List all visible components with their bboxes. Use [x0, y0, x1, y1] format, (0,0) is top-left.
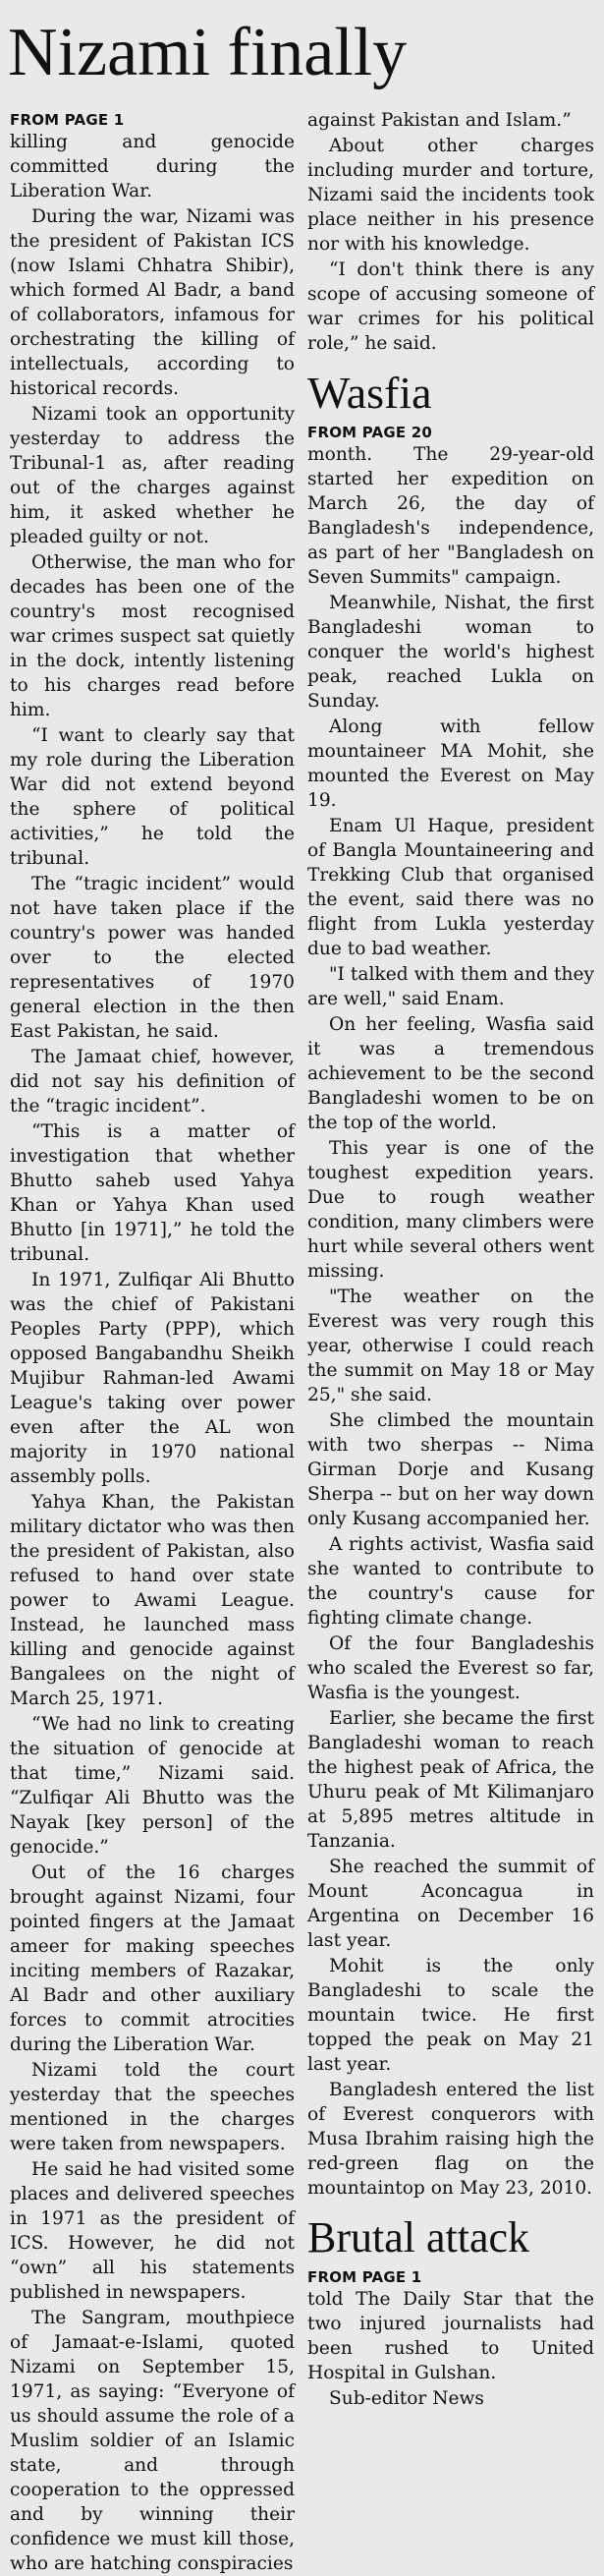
- story-paragraph: Yahya Khan, the Pakistan military dictator who was then the president of Pakistan, also refused to hand over state power to Awami League. Instead, he launched mass killing and genocide against Bangalees on the night of March 25, 1971.: [10, 1492, 295, 1709]
- right-column: [307, 108, 594, 2576]
- story-paragraph: Earlier, she became the first Bangladeshi woman to reach the highest peak of Africa, the Uhuru peak of Mt Kilimanjaro at 5,895 metres altitude in Tanzania.: [307, 1708, 594, 1852]
- story-paragraph: “I don't think there is any scope of accusing someone of war crimes for his political role,” he said.: [307, 259, 594, 354]
- story-paragraph: This year is one of the toughest expedition years. Due to rough weather condition, many climbers were hurt while several others went missing.: [307, 1138, 594, 1282]
- story-paragraph: Of the four Bangladeshis who scaled the Everest so far, Wasfia is the youngest.: [307, 1633, 594, 1703]
- story-paragraph: On her feeling, Wasfia said it was a tremendous achievement to be the second Bangladeshi women to be on the top of the world.: [307, 1014, 594, 1133]
- story-paragraph: About other charges including murder and torture, Nizami said the incidents took place neither in his presence nor with his knowledge.: [307, 136, 594, 255]
- story-paragraph: “I want to clearly say that my role during the Liberation War did not extend beyond the sphere of political activities,” he told the tribunal.: [10, 725, 295, 869]
- story-paragraph: Otherwise, the man who for decades has been one of the country's most recognised war crimes suspect sat quietly in the dock, intently listening to his charges read before him.: [10, 552, 295, 720]
- story-paragraph: Mohit is the only Bangladeshi to scale the mountain twice. He first topped the peak on May 21 last year.: [307, 1956, 594, 2075]
- story-paragraph: The Jamaat chief, however, did not say his definition of the “tragic incident”.: [10, 1047, 295, 1116]
- left-column: [10, 108, 295, 2576]
- story-paragraph: month. The 29-year-old started her expedition on March 26, the day of Bangladesh's independence, as part of her "Bangladesh on Seven Summits" campaign.: [307, 444, 594, 588]
- story-paragraph: The “tragic incident” would not have taken place if the country's power was handed over to the elected representatives of 1970 general election in the then East Pakistan, he said.: [10, 874, 295, 1042]
- story-paragraph: Out of the 16 charges brought against Nizami, four pointed fingers at the Jamaat ameer for making speeches inciting members of Razakar, Al Badr and other auxiliary forces to commit atrocities during the Liberation War.: [10, 1862, 295, 2055]
- story-paragraph: Nizami told the court yesterday that the speeches mentioned in the charges were taken from newspapers.: [10, 2060, 295, 2154]
- story-paragraph: She reached the summit of Mount Aconcagua in Argentina on December 16 last year.: [307, 1857, 594, 1951]
- story-paragraph: She climbed the mountain with two sherpas -- Nima Girman Dorje and Kusang Sherpa -- but on her way down only Kusang accompanied her.: [307, 1410, 594, 1529]
- story-paragraph: Along with fellow mountaineer MA Mohit, she mounted the Everest on May 19.: [307, 716, 594, 811]
- story-paragraph: Bangladesh entered the list of Everest conquerors with Musa Ibrahim raising high the red-green flag on the mountaintop on May 23, 2010.: [307, 2080, 594, 2199]
- story-paragraph: The Sangram, mouthpiece of Jamaat-e-Islami, quoted Nizami on September 15, 1971, as saying: “Everyone of us should assume the role of a Muslim soldier of an Islamic state, and through cooperation to the oppressed and by winning their confidence we must kill those, who are hatching conspiracies: [10, 2308, 295, 2574]
- story-paragraph: "I talked with them and they are well," said Enam.: [307, 964, 594, 1009]
- story-paragraph: “This is a matter of investigation that whether Bhutto saheb used Yahya Khan or Yahya Khan used Bhutto [in 1971],” he told the tribunal.: [10, 1121, 295, 1265]
- story-paragraph: A rights activist, Wasfia said she wanted to contribute to the country's cause for fighting climate change.: [307, 1534, 594, 1629]
- story-paragraph: He said he had visited some places and delivered speeches in 1971 as the president of ICS. However, he did not “own” all his statements published in newspapers.: [10, 2159, 295, 2303]
- story-paragraph: against Pakistan and Islam.”: [307, 110, 572, 131]
- story-columns: [0, 96, 604, 2576]
- wasfia-headline: Wasfia: [307, 368, 432, 418]
- main-headline: Nizami finally: [8, 15, 408, 90]
- from-page-label: FROM PAGE 20: [307, 424, 432, 441]
- brutal-attack-headline: Brutal attack: [307, 2213, 530, 2261]
- story-paragraph: During the war, Nizami was the president of Pakistan ICS (now Islami Chhatra Shibir), which formed Al Badr, a band of collaborators, infamous for orchestrating the killing of intellectuals, according to historical records.: [10, 206, 295, 399]
- story-paragraph: told The Daily Star that the two injured journalists had been rushed to United Hospital in Gulshan.: [307, 2289, 594, 2383]
- story-paragraph: In 1971, Zulfiqar Ali Bhutto was the chief of Pakistani Peoples Party (PPP), which opposed Bangabandhu Sheikh Mujibur Rahman-led Awami League's taking over power even after the AL won majority in 1970 national assembly polls.: [10, 1270, 295, 1487]
- story-paragraph: “We had no link to creating the situation of genocide at that time,” Nizami said. “Zulfiqar Ali Bhutto was the Nayak [key person] of the genocide.”: [10, 1714, 295, 1858]
- cutoff-line: Sub-editor News: [329, 2388, 484, 2409]
- story-paragraph: Enam Ul Haque, president of Bangla Mountaineering and Trekking Club that organised the event, said there was no flight from Lukla yesterday due to bad weather.: [307, 816, 594, 959]
- story-paragraph: killing and genocide committed during the Liberation War.: [10, 132, 295, 201]
- from-page-label: FROM PAGE 1: [10, 111, 125, 129]
- story-paragraph: Meanwhile, Nishat, the first Bangladeshi woman to conquer the world's highest peak, reached Lukla on Sunday.: [307, 593, 594, 712]
- story-paragraph: Nizami took an opportunity yesterday to address the Tribunal-1 as, after reading out of the charges against him, it asked whether he pleaded guilty or not.: [10, 404, 295, 547]
- story-paragraph: "The weather on the Everest was very rough this year, otherwise I could reach the summit on May 18 or May 25," she said.: [307, 1287, 594, 1405]
- from-page-label: FROM PAGE 1: [307, 2268, 422, 2286]
